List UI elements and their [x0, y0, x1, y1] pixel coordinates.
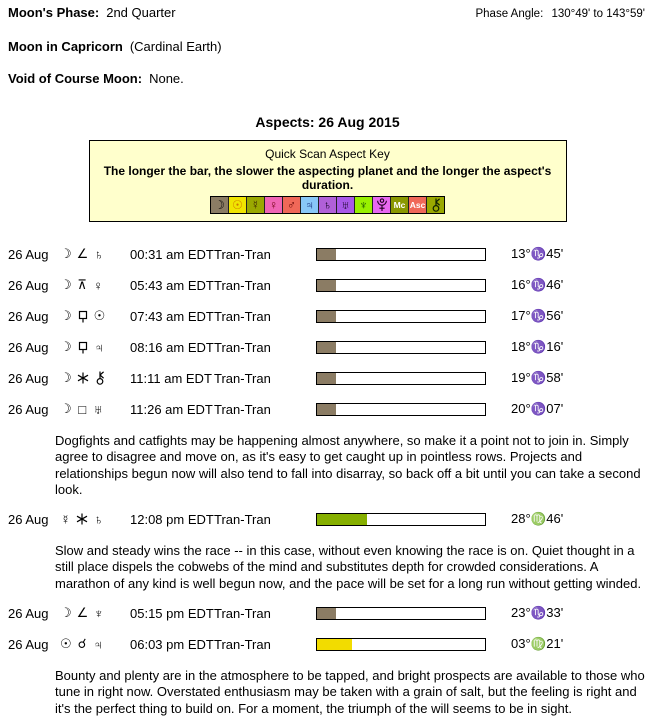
- aspect-glyphs: [60, 246, 130, 262]
- aspect-row: [8, 402, 647, 416]
- duration-bar: [316, 638, 486, 651]
- semisquare-icon: ∠: [76, 246, 89, 261]
- uranus-icon: ♅: [93, 401, 104, 417]
- aspect-glyphs: [60, 605, 130, 621]
- capricorn-icon: ♑: [530, 278, 547, 292]
- aspect-type: Tran-Tran: [214, 636, 271, 652]
- chiron-icon: [94, 371, 106, 385]
- aspect-glyphs: [60, 370, 130, 386]
- duration-bar-fill: [317, 311, 336, 322]
- conjunction-icon: ☌: [77, 636, 87, 652]
- saturn-icon: ♄: [323, 198, 332, 212]
- duration-bar: [316, 607, 486, 620]
- semisquare-icon: ∠: [76, 605, 89, 621]
- aspect-date: 26 Aug: [8, 401, 49, 417]
- aspect-date: 26 Aug: [8, 246, 49, 262]
- capricorn-icon: ♑: [530, 340, 547, 354]
- mc-icon: Mc: [393, 200, 406, 210]
- duration-bar: [316, 279, 486, 292]
- aspect-key-title: Quick Scan Aspect Key: [265, 147, 390, 161]
- aspect-time: 11:26 am EDT: [130, 401, 213, 417]
- duration-bar-fill: [317, 608, 336, 619]
- moon-icon: ☽: [60, 246, 72, 261]
- sesquiquadrate-icon: [77, 341, 89, 354]
- aspect-key-strip: [210, 196, 445, 214]
- void-of-course-line: [8, 71, 647, 86]
- aspect-time: 07:43 am EDT: [130, 308, 214, 324]
- aspect-date: 26 Aug: [8, 277, 49, 293]
- square-icon: □: [78, 401, 87, 417]
- capricorn-icon: ♑: [530, 606, 547, 621]
- moon-icon: ☽: [214, 198, 225, 212]
- neptune-icon: ♆: [359, 198, 368, 212]
- aspect-position: [511, 511, 563, 527]
- position-minutes: 46': [546, 277, 564, 292]
- neptune-icon: ♆: [93, 605, 104, 621]
- capricorn-icon: ♑: [530, 247, 547, 261]
- position-degrees: 20°: [511, 401, 531, 416]
- position-minutes: 16': [546, 339, 564, 354]
- saturn-key-cell: [318, 197, 336, 213]
- duration-bar-fill: [317, 373, 336, 384]
- moon-icon: ☽: [60, 605, 72, 621]
- moons-phase-label: Moon's Phase:: [8, 5, 100, 20]
- moon-icon: ☽: [60, 277, 72, 292]
- aspect-row: [8, 606, 647, 620]
- duration-bar-fill: [317, 280, 336, 291]
- aspect-interpretation: Bounty and plenty are in the atmosphere to be tapped, and bright prospects are available to those who tune in right now. Overstated enthusiasm may be taken with a grain of salt, but the feeling is right and it's the perfect thing to build on. For a moment, the triumph of the will seems to be in sight.: [55, 668, 645, 716]
- asc-key-cell: [408, 197, 426, 213]
- aspect-position: [511, 308, 563, 324]
- aspect-date: 26 Aug: [8, 339, 49, 355]
- sun-key-cell: [228, 197, 246, 213]
- aspect-type: Tran-Tran: [214, 246, 271, 262]
- aspect-position: [511, 401, 563, 417]
- position-minutes: 56': [546, 308, 564, 323]
- sextile-icon: [76, 513, 88, 525]
- aspects-title: Aspects: 26 Aug 2015: [255, 114, 400, 130]
- moons-phase-value: 2nd Quarter: [106, 5, 176, 20]
- duration-bar: [316, 372, 486, 385]
- venus-icon: ♀: [269, 198, 278, 212]
- duration-bar-fill: [317, 514, 367, 525]
- duration-bar: [316, 403, 486, 416]
- phase-angle: [475, 7, 647, 22]
- position-degrees: 13°: [511, 246, 531, 261]
- aspect-time: 05:15 pm EDT: [130, 605, 214, 621]
- sextile-icon: [77, 372, 89, 384]
- venus-icon: ♀: [93, 277, 104, 293]
- aspect-row: [8, 340, 647, 354]
- aspect-date: 26 Aug: [8, 308, 49, 324]
- phase-angle-value: 130°49' to 143°59': [551, 8, 645, 20]
- capricorn-icon: ♑: [530, 371, 547, 385]
- phase-angle-label: Phase Angle:: [475, 8, 544, 20]
- aspect-interpretation: Slow and steady wins the race -- in this case, without even knowing the race is on. Quiet thought in a still place dispels the cobwebs of the mind and substitutes depth for crowded considerations. A marathon of any kind is well begun now, and the pace will be set for a long run without getting winded.: [55, 543, 642, 591]
- sesquiquadrate-icon: [77, 310, 89, 323]
- moon-sign-quality: (Cardinal Earth): [129, 39, 222, 54]
- aspect-position: [511, 370, 563, 386]
- aspect-row: [8, 637, 647, 651]
- duration-bar: [316, 341, 486, 354]
- moon-icon: ☽: [60, 339, 72, 354]
- position-minutes: 45': [546, 246, 564, 261]
- aspect-type: Tran-Tran: [214, 401, 271, 417]
- moon-icon: ☽: [60, 370, 72, 385]
- duration-bar-fill: [317, 342, 336, 353]
- duration-bar: [316, 248, 486, 261]
- sun-icon: ☉: [93, 308, 106, 323]
- capricorn-icon: ♑: [530, 309, 547, 323]
- jupiter-icon: ♃: [94, 339, 105, 355]
- aspect-time: 06:03 pm EDT: [130, 636, 214, 652]
- mars-key-cell: [282, 197, 300, 213]
- void-of-course-value: None.: [149, 71, 184, 86]
- aspect-key-subtitle: The longer the bar, the slower the aspecting planet and the longer the aspect's duration.: [103, 164, 552, 192]
- aspect-glyphs: [60, 308, 130, 324]
- moon-sign-line: [8, 39, 647, 54]
- aspect-row: [8, 512, 647, 526]
- aspect-date: 26 Aug: [8, 511, 49, 527]
- aspect-rows: [8, 247, 647, 717]
- duration-bar-fill: [317, 249, 336, 260]
- duration-bar-fill: [317, 639, 352, 650]
- sun-icon: ☉: [60, 636, 72, 652]
- void-of-course-label: Void of Course Moon:: [8, 71, 143, 86]
- pluto-key-cell: [372, 197, 390, 213]
- mercury-key-cell: [246, 197, 264, 213]
- aspect-glyphs: [60, 277, 130, 293]
- neptune-key-cell: [354, 197, 372, 213]
- saturn-icon: ♄: [93, 511, 104, 527]
- aspect-type: Tran-Tran: [214, 308, 271, 324]
- jupiter-icon: ♃: [305, 198, 314, 212]
- virgo-icon: ♍: [530, 637, 547, 652]
- aspect-row: [8, 309, 647, 323]
- chiron-icon: [430, 198, 442, 212]
- aspect-position: [511, 277, 563, 293]
- mars-icon: ♂: [287, 198, 296, 212]
- aspect-time: 12:08 pm EDT: [130, 511, 214, 527]
- duration-bar-fill: [317, 404, 336, 415]
- position-minutes: 33': [546, 605, 564, 621]
- aspect-date: 26 Aug: [8, 370, 49, 386]
- mercury-icon: ☿: [251, 198, 260, 212]
- position-minutes: 58': [546, 370, 564, 385]
- position-minutes: 21': [546, 636, 564, 652]
- aspect-position: [511, 605, 563, 621]
- aspect-glyphs: [60, 636, 130, 652]
- moon-icon: ☽: [60, 401, 72, 416]
- position-degrees: 03°: [511, 636, 531, 652]
- position-degrees: 19°: [511, 370, 531, 385]
- aspect-row: [8, 278, 647, 292]
- position-degrees: 28°: [511, 511, 531, 527]
- aspect-time: 08:16 am EDT: [130, 339, 214, 355]
- mercury-icon: ☿: [60, 511, 71, 527]
- moons-phase-line: [8, 5, 647, 22]
- sun-icon: ☉: [232, 198, 243, 212]
- virgo-icon: ♍: [530, 512, 547, 527]
- moon-key-cell: [211, 197, 228, 213]
- aspect-glyphs: [60, 512, 130, 527]
- moon-sign-label: Moon in Capricorn: [8, 39, 123, 54]
- uranus-icon: ♅: [341, 198, 350, 212]
- aspect-position: [511, 339, 563, 355]
- aspect-glyphs: [60, 401, 130, 417]
- uranus-key-cell: [336, 197, 354, 213]
- duration-bar: [316, 310, 486, 323]
- position-degrees: 17°: [511, 308, 531, 323]
- aspect-time: 05:43 am EDT: [130, 277, 214, 293]
- aspect-date: 26 Aug: [8, 636, 49, 652]
- aspect-type: Tran-Tran: [214, 511, 271, 527]
- aspect-time: 11:11 am EDT: [130, 370, 212, 386]
- capricorn-icon: ♑: [530, 402, 547, 416]
- aspect-type: Tran-Tran: [214, 277, 271, 293]
- aspect-type: Tran-Tran: [214, 605, 271, 621]
- aspect-position: [511, 636, 563, 652]
- aspect-type: Tran-Tran: [214, 339, 271, 355]
- chiron-key-cell: [426, 197, 444, 213]
- aspect-key-box: [89, 140, 567, 222]
- aspect-position: [511, 246, 563, 262]
- position-minutes: 07': [546, 401, 564, 416]
- jupiter-icon: ♃: [93, 636, 104, 652]
- jupiter-key-cell: [300, 197, 318, 213]
- aspect-interpretation: Dogfights and catfights may be happening almost anywhere, so make it a point not to join in. Simply agree to disagree and move on, as it's easy to get caught up in pointless rows. Projects and relationships begun now will also tend to fall into disarray, so back off a bit until you can take a second look.: [55, 433, 641, 497]
- venus-key-cell: [264, 197, 282, 213]
- aspect-row: [8, 247, 647, 261]
- position-degrees: 18°: [511, 339, 531, 354]
- mc-key-cell: [390, 197, 408, 213]
- asc-icon: Asc: [409, 200, 426, 210]
- saturn-icon: ♄: [93, 246, 104, 262]
- position-degrees: 23°: [511, 605, 531, 621]
- moon-icon: ☽: [60, 308, 72, 323]
- position-minutes: 46': [546, 511, 564, 527]
- pluto-icon: [376, 198, 388, 212]
- aspect-row: [8, 371, 647, 385]
- aspect-time: 00:31 am EDT: [130, 246, 214, 262]
- aspect-glyphs: [60, 339, 130, 355]
- quincunx-icon: ⊼: [77, 277, 87, 292]
- position-degrees: 16°: [511, 277, 531, 292]
- aspect-type: Tran-Tran: [214, 370, 271, 386]
- aspect-date: 26 Aug: [8, 605, 49, 621]
- duration-bar: [316, 513, 486, 526]
